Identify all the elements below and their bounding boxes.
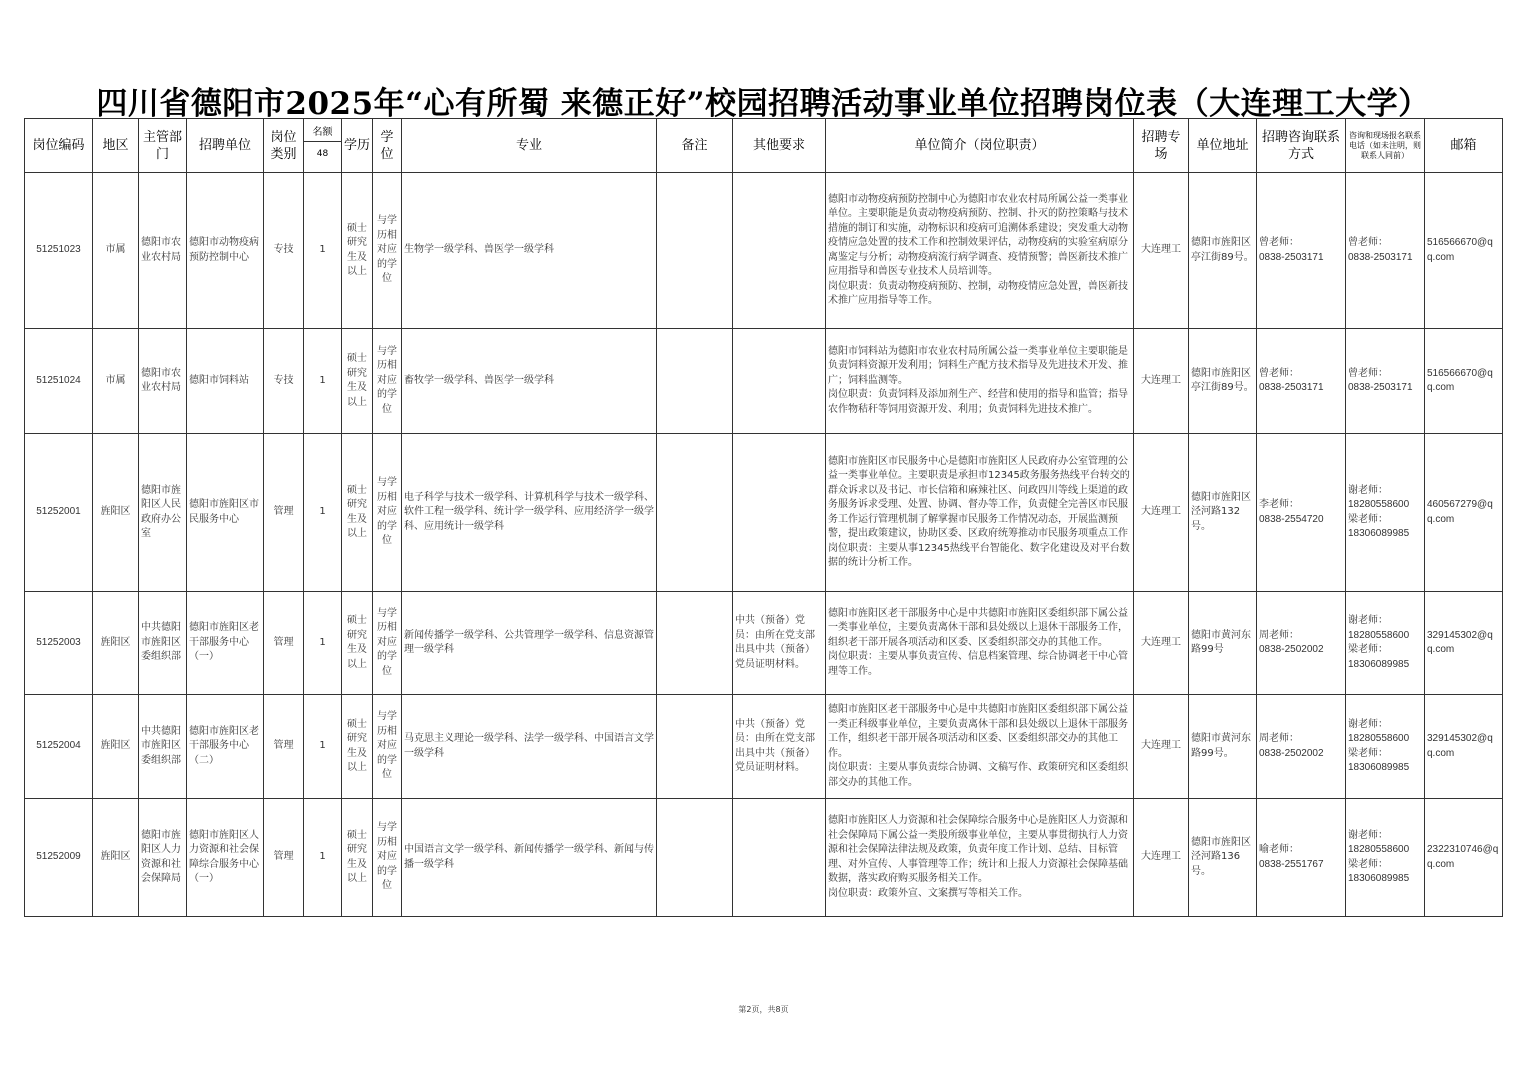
cell-education: 硕士研究生及以上 bbox=[342, 592, 373, 695]
cell-quota: 1 bbox=[304, 695, 342, 799]
table-row bbox=[25, 329, 1503, 434]
col-header-major: 专业 bbox=[402, 119, 657, 173]
col-header-email: 邮箱 bbox=[1425, 119, 1503, 173]
cell-onsite: 谢老师： 18280558600 梁老师： 18306089985 bbox=[1346, 592, 1425, 695]
cell-quota: 1 bbox=[304, 173, 342, 329]
cell-post-type: 管理 bbox=[264, 592, 304, 695]
cell-other: 中共（预备）党员：由所在党支部出具中共（预备）党员证明材料。 bbox=[733, 592, 826, 695]
cell-education: 硕士研究生及以上 bbox=[342, 695, 373, 799]
cell-contact: 周老师： 0838-2502002 bbox=[1257, 695, 1346, 799]
cell-degree: 与学历相对应的学位 bbox=[373, 173, 402, 329]
cell-venue: 大连理工 bbox=[1134, 173, 1189, 329]
cell-unit: 德阳市旌阳区人力资源和社会保障综合服务中心（一） bbox=[187, 799, 264, 917]
cell-post-type: 管理 bbox=[264, 434, 304, 592]
col-header-address: 单位地址 bbox=[1189, 119, 1257, 173]
col-header-post-type: 岗位类别 bbox=[264, 119, 304, 173]
cell-quota: 1 bbox=[304, 329, 342, 434]
col-header-unit: 招聘单位 bbox=[187, 119, 264, 173]
col-header-remark: 备注 bbox=[657, 119, 733, 173]
cell-unit: 德阳市饲料站 bbox=[187, 329, 264, 434]
cell-address: 德阳市黄河东路99号。 bbox=[1189, 695, 1257, 799]
cell-onsite: 曾老师： 0838-2503171 bbox=[1346, 173, 1425, 329]
cell-education: 硕士研究生及以上 bbox=[342, 434, 373, 592]
col-header-onsite: 咨询和现场报名联系电话（如未注明，则联系人同前） bbox=[1346, 119, 1425, 173]
cell-quota: 1 bbox=[304, 592, 342, 695]
cell-major: 新闻传播学一级学科、公共管理学一级学科、信息资源管理一级学科 bbox=[402, 592, 657, 695]
cell-degree: 与学历相对应的学位 bbox=[373, 434, 402, 592]
cell-quota: 1 bbox=[304, 434, 342, 592]
recruitment-table bbox=[24, 118, 1503, 917]
header-row bbox=[25, 119, 1503, 173]
cell-major: 中国语言文学一级学科、新闻传播学一级学科、新闻与传播一级学科 bbox=[402, 799, 657, 917]
col-header-education: 学历 bbox=[342, 119, 373, 173]
cell-code: 51252001 bbox=[25, 434, 93, 592]
cell-region: 旌阳区 bbox=[93, 799, 139, 917]
cell-email: 516566670@qq.com bbox=[1425, 173, 1503, 329]
table-row bbox=[25, 173, 1503, 329]
cell-email: 329145302@qq.com bbox=[1425, 592, 1503, 695]
cell-code: 51252009 bbox=[25, 799, 93, 917]
cell-unit: 德阳市旌阳区老干部服务中心（一） bbox=[187, 592, 264, 695]
cell-email: 329145302@qq.com bbox=[1425, 695, 1503, 799]
col-header-region: 地区 bbox=[93, 119, 139, 173]
cell-venue: 大连理工 bbox=[1134, 592, 1189, 695]
cell-region: 市属 bbox=[93, 173, 139, 329]
cell-other bbox=[733, 434, 826, 592]
table-row bbox=[25, 434, 1503, 592]
cell-remark bbox=[657, 434, 733, 592]
cell-contact: 李老师： 0838-2554720 bbox=[1257, 434, 1346, 592]
cell-onsite: 谢老师： 18280558600 梁老师： 18306089985 bbox=[1346, 799, 1425, 917]
cell-contact: 周老师： 0838-2502002 bbox=[1257, 592, 1346, 695]
col-header-venue: 招聘专场 bbox=[1134, 119, 1189, 173]
cell-education: 硕士研究生及以上 bbox=[342, 329, 373, 434]
table-row bbox=[25, 592, 1503, 695]
cell-post-type: 专技 bbox=[264, 329, 304, 434]
cell-email: 460567279@qq.com bbox=[1425, 434, 1503, 592]
col-header-quota bbox=[304, 119, 342, 173]
cell-other bbox=[733, 799, 826, 917]
cell-address: 德阳市旌阳区亭江街89号。 bbox=[1189, 173, 1257, 329]
col-header-degree: 学位 bbox=[373, 119, 402, 173]
cell-address: 德阳市旌阳区泾河路132号。 bbox=[1189, 434, 1257, 592]
cell-department: 德阳市农业农村局 bbox=[139, 173, 187, 329]
cell-code: 51251023 bbox=[25, 173, 93, 329]
cell-degree: 与学历相对应的学位 bbox=[373, 799, 402, 917]
page-title: 四川省德阳市2025年“心有所蜀 来德正好”校园招聘活动事业单位招聘岗位表（大连理工大学） bbox=[96, 86, 1430, 122]
cell-code: 51252004 bbox=[25, 695, 93, 799]
cell-remark bbox=[657, 592, 733, 695]
cell-post-type: 管理 bbox=[264, 799, 304, 917]
cell-region: 旌阳区 bbox=[93, 592, 139, 695]
cell-intro: 德阳市旌阳区市民服务中心是德阳市旌阳区人民政府办公室管理的公益一类事业单位。主要职责是承担市12345政务服务热线平台转交的群众诉求以及书记、市长信箱和麻辣社区、问政四川等线上渠道的政务服务诉求受理、处置、协调、督办等工作，负责健全完善区市民服务工作运行管理机制了解掌握市民服务工作情况动态，开展监测预警，提出政策建议，协助区委、区政府统筹推动市民服务项重点工作 岗位职责：主要从事12345热线平台智能化、数字化建设及对平台数据的统计分析工作。 bbox=[826, 434, 1134, 592]
cell-department: 中共德阳市旌阳区委组织部 bbox=[139, 592, 187, 695]
cell-other bbox=[733, 173, 826, 329]
cell-post-type: 专技 bbox=[264, 173, 304, 329]
cell-address: 德阳市旌阳区泾河路136号。 bbox=[1189, 799, 1257, 917]
cell-intro: 德阳市旌阳区老干部服务中心是中共德阳市旌阳区委组织部下属公益一类正科级事业单位，主要负责离休干部和县处级以上退休干部服务工作，组织老干部开展各项活动和区委、区委组织部交办的其他工作。 岗位职责：主要从事负责综合协调、文稿写作、政策研究和区委组织部交办的其他工作。 bbox=[826, 695, 1134, 799]
cell-remark bbox=[657, 329, 733, 434]
table-row bbox=[25, 695, 1503, 799]
cell-major: 马克思主义理论一级学科、法学一级学科、中国语言文学一级学科 bbox=[402, 695, 657, 799]
table-row bbox=[25, 799, 1503, 917]
cell-intro: 德阳市旌阳区老干部服务中心是中共德阳市旌阳区委组织部下属公益一类事业单位，主要负责离休干部和县处级以上退休干部服务工作，组织老干部开展各项活动和区委、区委组织部交办的其他工作。 岗位职责：主要从事负责宣传、信息档案管理、综合协调老干中心管理等工作。 bbox=[826, 592, 1134, 695]
cell-remark bbox=[657, 695, 733, 799]
cell-remark bbox=[657, 799, 733, 917]
cell-contact: 喻老师： 0838-2551767 bbox=[1257, 799, 1346, 917]
col-header-other: 其他要求 bbox=[733, 119, 826, 173]
cell-region: 旌阳区 bbox=[93, 695, 139, 799]
cell-other: 中共（预备）党员：由所在党支部出具中共（预备）党员证明材料。 bbox=[733, 695, 826, 799]
cell-contact: 曾老师： 0838-2503171 bbox=[1257, 173, 1346, 329]
cell-unit: 德阳市旌阳区老干部服务中心（二） bbox=[187, 695, 264, 799]
cell-major: 电子科学与技术一级学科、计算机科学与技术一级学科、软件工程一级学科、统计学一级学科、应用经济学一级学科、应用统计一级学科 bbox=[402, 434, 657, 592]
cell-department: 德阳市农业农村局 bbox=[139, 329, 187, 434]
cell-region: 市属 bbox=[93, 329, 139, 434]
cell-venue: 大连理工 bbox=[1134, 695, 1189, 799]
cell-contact: 曾老师： 0838-2503171 bbox=[1257, 329, 1346, 434]
cell-post-type: 管理 bbox=[264, 695, 304, 799]
cell-degree: 与学历相对应的学位 bbox=[373, 592, 402, 695]
cell-email: 516566670@qq.com bbox=[1425, 329, 1503, 434]
cell-code: 51252003 bbox=[25, 592, 93, 695]
cell-intro: 德阳市旌阳区人力资源和社会保障综合服务中心是旌阳区人力资源和社会保障局下属公益一类股所级事业单位，主要从事贯彻执行人力资源和社会保障法律法规及政策，负责年度工作计划、总结、目标管理、对外宣传、人事管理等工作；统计和上报人力资源社会保障基础数据，落实政府购买服务相关工作。 岗位职责：政策外宣、文案撰写等相关工作。 bbox=[826, 799, 1134, 917]
cell-venue: 大连理工 bbox=[1134, 799, 1189, 917]
cell-education: 硕士研究生及以上 bbox=[342, 173, 373, 329]
cell-address: 德阳市黄河东路99号 bbox=[1189, 592, 1257, 695]
cell-region: 旌阳区 bbox=[93, 434, 139, 592]
cell-department: 德阳市旌阳区人民政府办公室 bbox=[139, 434, 187, 592]
cell-venue: 大连理工 bbox=[1134, 434, 1189, 592]
cell-major: 畜牧学一级学科、兽医学一级学科 bbox=[402, 329, 657, 434]
cell-department: 德阳市旌阳区人力资源和社会保障局 bbox=[139, 799, 187, 917]
col-header-code: 岗位编码 bbox=[25, 119, 93, 173]
cell-unit: 德阳市旌阳区市民服务中心 bbox=[187, 434, 264, 592]
col-header-contact: 招聘咨询联系方式 bbox=[1257, 119, 1346, 173]
cell-quota: 1 bbox=[304, 799, 342, 917]
cell-other bbox=[733, 329, 826, 434]
page-footer: 第2页，共8页 bbox=[738, 1005, 789, 1014]
cell-education: 硕士研究生及以上 bbox=[342, 799, 373, 917]
cell-address: 德阳市旌阳区亭江街89号。 bbox=[1189, 329, 1257, 434]
cell-remark bbox=[657, 173, 733, 329]
col-header-intro: 单位简介（岗位职责） bbox=[826, 119, 1134, 173]
col-header-department: 主管部门 bbox=[139, 119, 187, 173]
cell-intro: 德阳市饲料站为德阳市农业农村局所属公益一类事业单位主要职能是负责饲料资源开发利用；饲料生产配方技术指导及先进技术开发、推广；饲料监测等。 岗位职责：负责饲料及添加剂生产、经营和使用的指导和监管；指导农作物秸秆等饲用资源开发、利用；负责饲料先进技术推广。 bbox=[826, 329, 1134, 434]
cell-major: 生物学一级学科、兽医学一级学科 bbox=[402, 173, 657, 329]
cell-onsite: 谢老师： 18280558600 梁老师： 18306089985 bbox=[1346, 434, 1425, 592]
quota-label: 名额 bbox=[304, 124, 341, 142]
cell-unit: 德阳市动物疫病预防控制中心 bbox=[187, 173, 264, 329]
cell-code: 51251024 bbox=[25, 329, 93, 434]
cell-degree: 与学历相对应的学位 bbox=[373, 329, 402, 434]
quota-total: 48 bbox=[316, 149, 329, 159]
cell-onsite: 谢老师： 18280558600 梁老师： 18306089985 bbox=[1346, 695, 1425, 799]
cell-venue: 大连理工 bbox=[1134, 329, 1189, 434]
cell-email: 2322310746@qq.com bbox=[1425, 799, 1503, 917]
cell-department: 中共德阳市旌阳区委组织部 bbox=[139, 695, 187, 799]
cell-degree: 与学历相对应的学位 bbox=[373, 695, 402, 799]
cell-intro: 德阳市动物疫病预防控制中心为德阳市农业农村局所属公益一类事业单位。主要职能是负责动物疫病预防、控制、扑灭的防控策略与技术措施的制订和实施，动物标识和疫病可追溯体系建设；突发重大动物疫情应急处置的技术工作和控制效果评估，动物疫病的实验室病原分离鉴定与分析；动物疫病流行病学调查、疫情预警；兽医新技术推广应用指导和兽医专业技术人员培训等。 岗位职责：负责动物疫病预防、控制，动物疫情应急处置，兽医新技术推广应用指导等工作。 bbox=[826, 173, 1134, 329]
cell-onsite: 曾老师： 0838-2503171 bbox=[1346, 329, 1425, 434]
